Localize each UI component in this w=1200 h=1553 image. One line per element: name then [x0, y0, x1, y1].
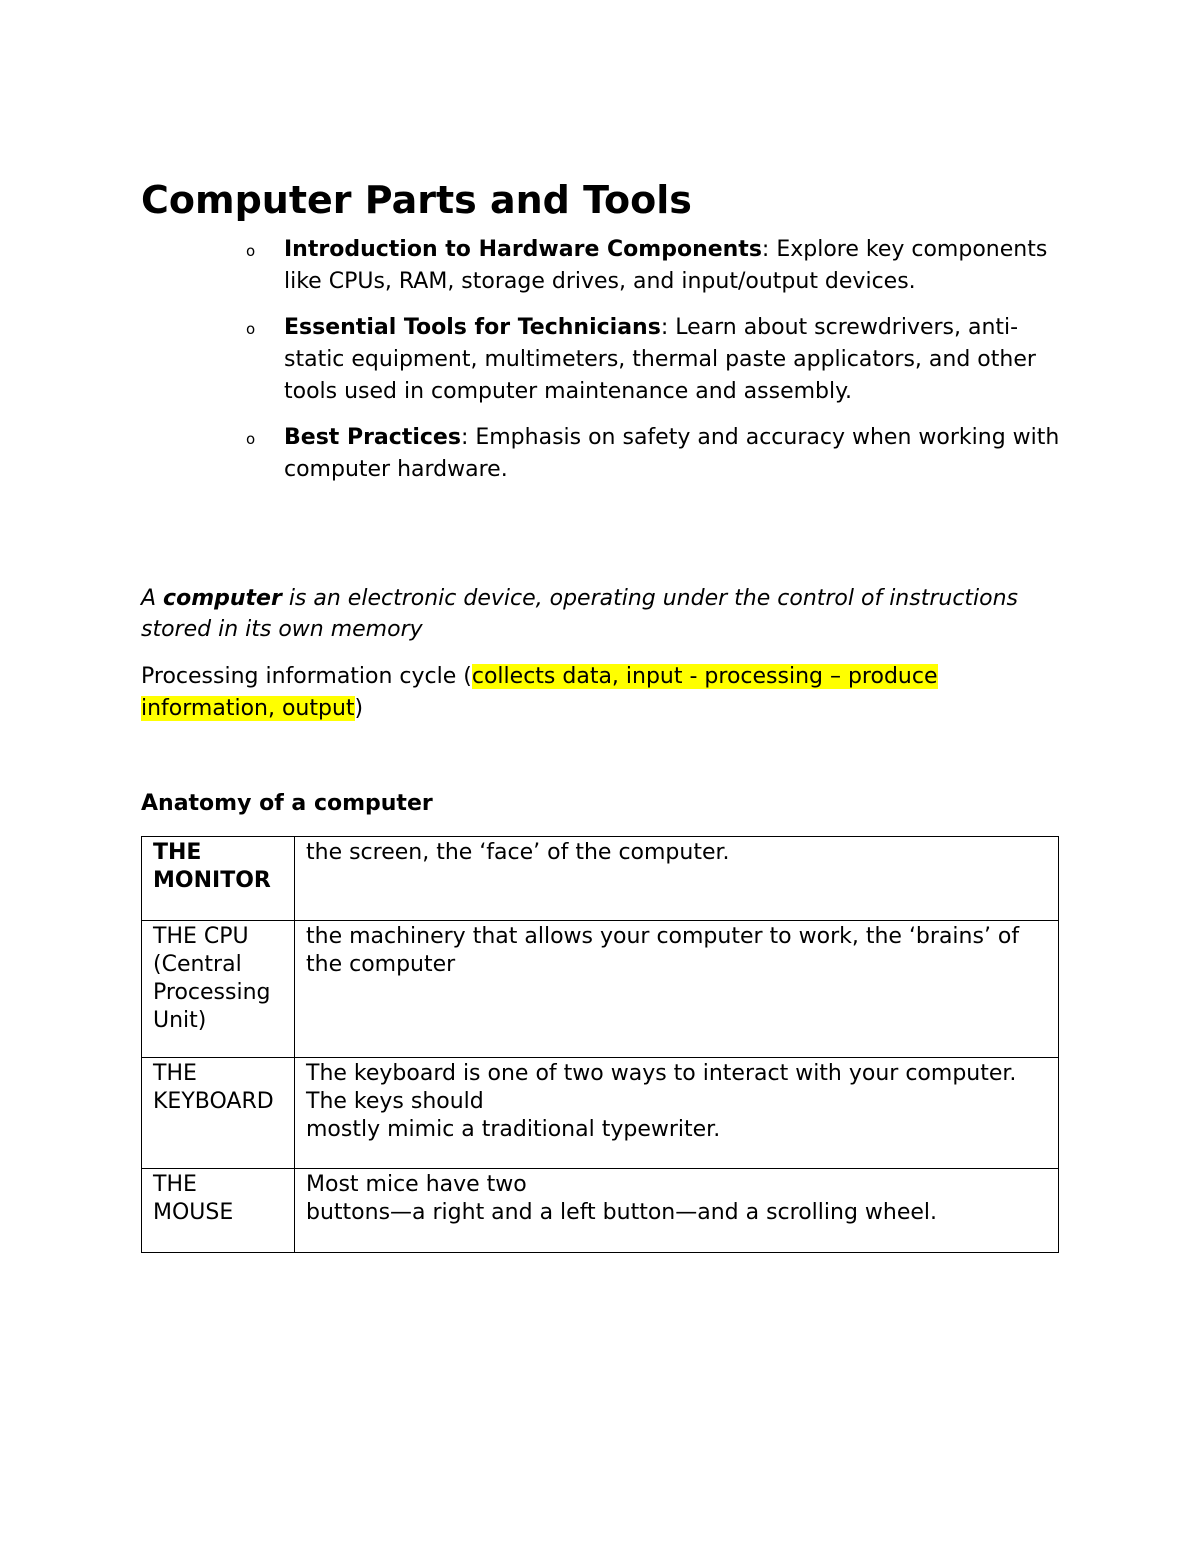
bullet-term: Essential Tools for Technicians [284, 315, 661, 340]
description-cell: the screen, the ‘face’ of the computer. [295, 837, 1059, 921]
part-cell: THE CPU (Central Processing Unit) [142, 921, 295, 1058]
cycle-close: ) [354, 696, 364, 721]
cycle-highlight: collects data, input - processing – produce information, output [141, 664, 938, 721]
table-row [142, 1169, 1059, 1253]
list-item [246, 312, 1076, 408]
page-title: Computer Parts and Tools [141, 178, 692, 222]
list-item [246, 422, 1076, 486]
description-cell: Most mice have two buttons—a right and a left button—and a scrolling wheel. [295, 1169, 1059, 1253]
cycle-label: Processing information cycle ( [141, 664, 472, 689]
bullet-text: : Learn about screwdrivers, anti-static equipment, multimeters, thermal paste applicators, and other tools used in computer maintenance and assembly. [284, 315, 1036, 404]
definition-prefix: A [141, 586, 164, 611]
list-item [246, 234, 1076, 298]
definition-term: computer [163, 586, 282, 611]
bullet-term: Introduction to Hardware Components [284, 237, 762, 262]
description-cell: The keyboard is one of two ways to interact with your computer. The keys should mostly mimic a traditional typewriter. [295, 1058, 1059, 1169]
topic-list [246, 234, 1076, 500]
bullet-text: : Explore key components like CPUs, RAM, storage drives, and input/output devices. [284, 237, 1048, 294]
bullet-text: : Emphasis on safety and accuracy when working with computer hardware. [284, 425, 1060, 482]
part-cell: THE MOUSE [142, 1169, 295, 1253]
bullet-marker-icon: o [246, 320, 256, 338]
part-cell: THE KEYBOARD [142, 1058, 295, 1169]
bullet-marker-icon: o [246, 242, 256, 260]
computer-definition [141, 583, 1021, 645]
table-row [142, 1058, 1059, 1169]
table-row [142, 921, 1059, 1058]
description-cell: the machinery that allows your computer to work, the ‘brains’ of the computer [295, 921, 1059, 1058]
table-row [142, 837, 1059, 921]
definition-text: is an electronic device, operating under the control of instructions stored in its own memory [141, 586, 1019, 642]
bullet-term: Best Practices [284, 425, 461, 450]
part-cell: THE MONITOR [142, 837, 295, 921]
anatomy-heading: Anatomy of a computer [141, 791, 433, 816]
bullet-marker-icon: o [246, 430, 256, 448]
anatomy-table [141, 836, 1059, 1253]
processing-cycle [141, 661, 1041, 725]
